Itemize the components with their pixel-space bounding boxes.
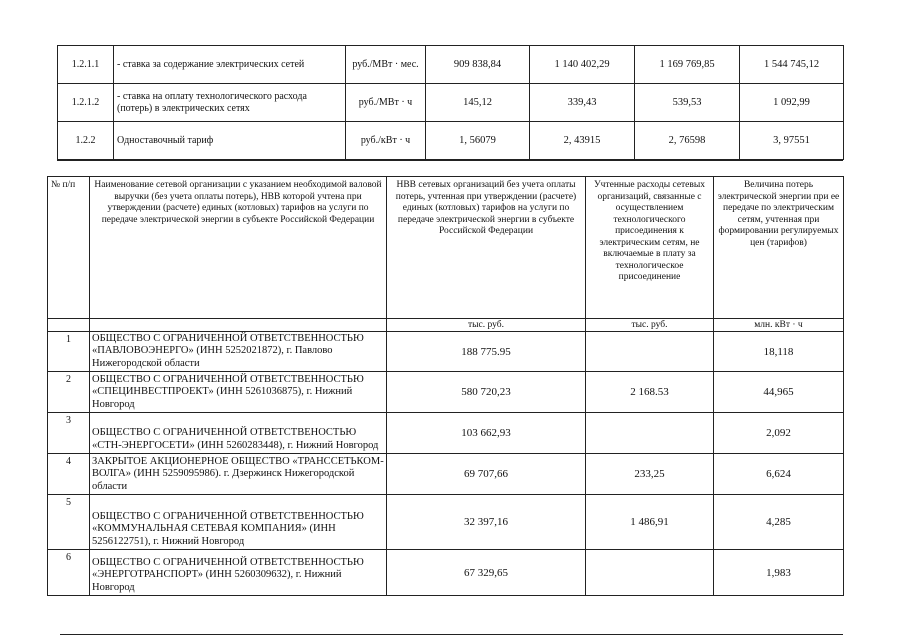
bottom-rule (60, 634, 843, 635)
header-expenses: Учтенные расходы сетевых организаций, связанные с осуществлением технологического присоединения к электрическим сетям, не включаемые в плату за технологическое присоединение (586, 177, 714, 319)
tariff-value: 1 092,99 (740, 84, 844, 122)
organization-name (90, 332, 387, 372)
organization-row (48, 550, 844, 596)
units-row (48, 319, 844, 332)
organization-row (48, 332, 844, 372)
row-number: 5 (48, 495, 90, 550)
tariff-unit: руб./кВт · ч (346, 122, 426, 160)
header-org: Наименование сетевой организации с указанием необходимой валовой выручки (без учета оплаты потерь), НВВ которой учтена при утверждении (расчете) единых (котловых) тарифов на услуги по передаче электрической энергии в субъекте Российской Федерации (90, 177, 387, 319)
value-losses: 2,092 (714, 413, 844, 454)
units-expenses: тыс. руб. (586, 319, 714, 332)
organization-title: ОБЩЕСТВО С ОГРАНИЧЕННОЙ ОТВЕТСТВЕННОСТЬЮ «КОММУНАЛЬНАЯ СЕТЕВАЯ КОМПАНИЯ» (92, 510, 364, 535)
row-number: 1 (48, 332, 90, 372)
tariff-value: 1 544 745,12 (740, 46, 844, 84)
organization-inn-city: (ИНН 5260283448), г. Нижний Новгород (197, 440, 379, 452)
organization-title: ОБЩЕСТВО С ОГРАНИЧЕННОЙ ОТВЕТСТВЕННОСТЬЮ «ПАВЛОВОЭНЕРГО» (92, 332, 364, 357)
organization-row (48, 372, 844, 413)
organization-name (90, 372, 387, 413)
divider-line (57, 160, 843, 161)
value-losses: 1,983 (714, 550, 844, 596)
value-losses: 6,624 (714, 454, 844, 495)
tariff-code: 1.2.1.1 (58, 46, 114, 84)
value-expenses: 1 486,91 (586, 495, 714, 550)
value-expenses: 233,25 (586, 454, 714, 495)
organization-name (90, 413, 387, 454)
value-losses: 4,285 (714, 495, 844, 550)
value-nvv: 580 720,23 (387, 372, 586, 413)
tariff-value: 1 140 402,29 (530, 46, 635, 84)
tariff-name: - ставка на оплату технологического расхода (потерь) в электрических сетях (114, 84, 346, 122)
tariff-code: 1.2.2 (58, 122, 114, 160)
tariff-unit: руб./МВт · ч (346, 84, 426, 122)
organization-inn-city: (ИНН 5252021872), г. Павлово Нижегородской области (92, 345, 333, 370)
tariff-name: - ставка за содержание электрических сетей (114, 46, 346, 84)
tariff-name: Одноставочный тариф (114, 122, 346, 160)
organization-title: ЗАКРЫТОЕ АКЦИОНЕРНОЕ ОБЩЕСТВО «ТРАНССЕТЬКОМ-ВОЛГА» (92, 455, 384, 480)
tariff-value: 339,43 (530, 84, 635, 122)
tariff-code: 1.2.1.2 (58, 84, 114, 122)
units-num (48, 319, 90, 332)
tariff-value: 539,53 (635, 84, 740, 122)
row-number: 3 (48, 413, 90, 454)
tariff-value: 909 838,84 (426, 46, 530, 84)
organization-name (90, 550, 387, 596)
value-nvv: 69 707,66 (387, 454, 586, 495)
value-expenses: 2 168.53 (586, 372, 714, 413)
tariff-value: 3, 97551 (740, 122, 844, 160)
tariff-value: 2, 43915 (530, 122, 635, 160)
tariff-unit: руб./МВт · мес. (346, 46, 426, 84)
organization-title: ОБЩЕСТВО С ОГРАНИЧЕННОЙ ОТВЕТСТВЕННОСТЬЮ «СПЕЦИНВЕСТПРОЕКТ» (92, 373, 364, 398)
value-expenses (586, 332, 714, 372)
value-losses: 18,118 (714, 332, 844, 372)
tariff-table (57, 45, 844, 160)
organization-title: ОБЩЕСТВО С ОГРАНИЧЕННОЙ ОТВЕТСТВЕННОСТЬЮ «ЭНЕРГОТРАНСПОРТ» (92, 556, 364, 581)
organization-inn-city: (ИНН 5260309632), г. Нижний Новгород (92, 569, 342, 594)
value-expenses (586, 550, 714, 596)
organization-row (48, 413, 844, 454)
units-nvv: тыс. руб. (387, 319, 586, 332)
organization-row (48, 495, 844, 550)
tariff-row (58, 84, 844, 122)
header-row (48, 177, 844, 319)
units-org (90, 319, 387, 332)
value-expenses (586, 413, 714, 454)
organization-inn-city: (ИНН 5261036875), г. Нижний Новгород (92, 386, 353, 411)
value-losses: 44,965 (714, 372, 844, 413)
organization-row (48, 454, 844, 495)
tariff-value: 1, 56079 (426, 122, 530, 160)
tariff-row (58, 46, 844, 84)
tariff-value: 2, 76598 (635, 122, 740, 160)
organization-title: ОБЩЕСТВО С ОГРАНИЧЕННОЙ ОТВЕТСТВЕНОСТЬЮ «СТН-ЭНЕРГОСЕТИ» (92, 427, 357, 452)
units-losses: млн. кВт · ч (714, 319, 844, 332)
header-losses: Величина потерь электрической энергии при ее передаче по электрическим сетям, учтенная при формировании регулируемых цен (тарифов) (714, 177, 844, 319)
header-nvv: НВВ сетевых организаций без учета оплаты потерь, учтенная при утверждении (расчете) единых (котловых) тарифов на услуги по передаче электрической энергии в субъекте Российской Федерации (387, 177, 586, 319)
value-nvv: 188 775.95 (387, 332, 586, 372)
row-number: 4 (48, 454, 90, 495)
tariff-value: 145,12 (426, 84, 530, 122)
value-nvv: 32 397,16 (387, 495, 586, 550)
value-nvv: 103 662,93 (387, 413, 586, 454)
organization-name (90, 495, 387, 550)
network-organizations-table (47, 176, 844, 596)
organization-inn-city: (ИНН 5256122751), г. Нижний Новгород (92, 523, 336, 548)
row-number: 6 (48, 550, 90, 596)
row-number: 2 (48, 372, 90, 413)
organization-name (90, 454, 387, 495)
tariff-value: 1 169 769,85 (635, 46, 740, 84)
tariff-row (58, 122, 844, 160)
organization-inn-city: (ИНН 5259095986). г. Дзержинск Нижегородской области (92, 468, 355, 493)
header-num: № п/п (48, 177, 90, 319)
value-nvv: 67 329,65 (387, 550, 586, 596)
